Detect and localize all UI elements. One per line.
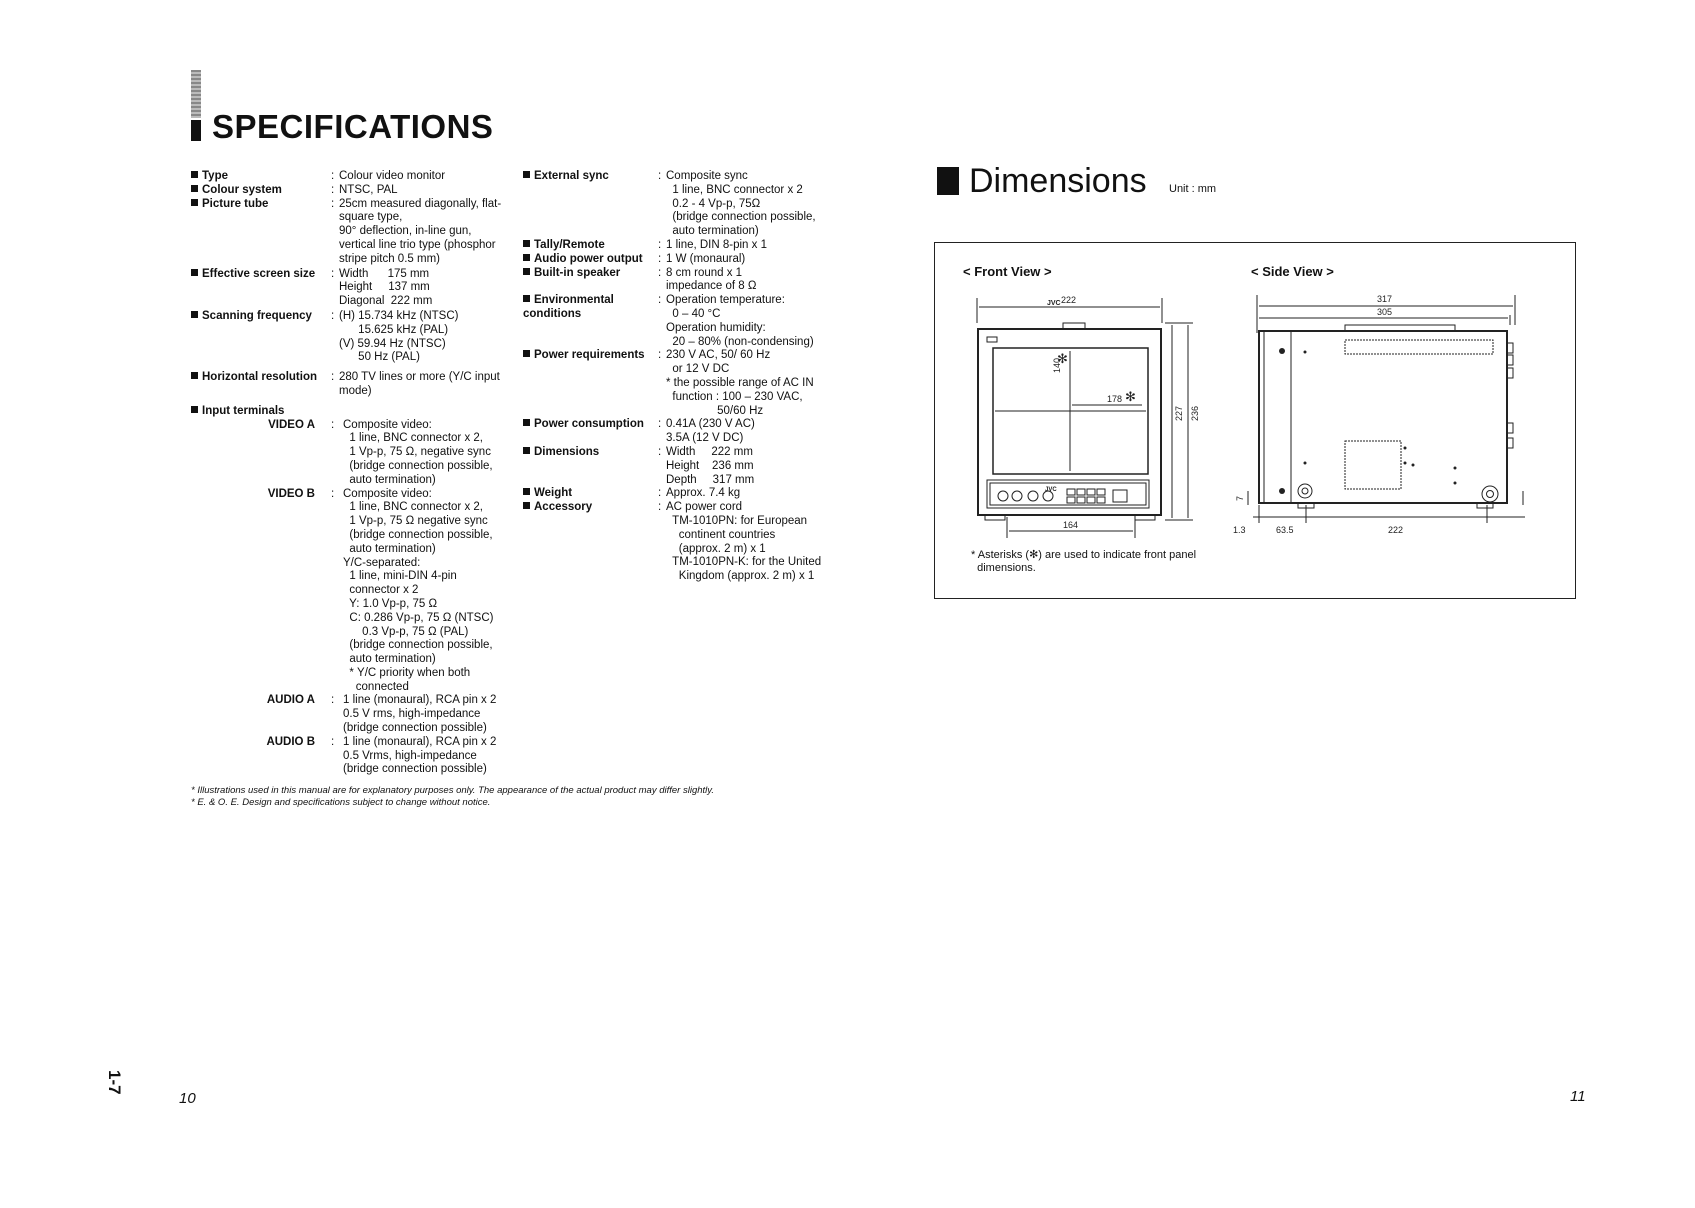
spec-list-right: [523, 170, 843, 584]
spec-row: [191, 198, 521, 267]
input-terminal-label: AUDIO B: [266, 735, 315, 748]
spec-colon: :: [331, 418, 335, 431]
bullet-square-icon: [523, 350, 530, 357]
spec-label: [523, 267, 658, 295]
footnote: * Illustrations used in this manual are for explanatory purposes only. The appearance of the actual product may differ slightly.: [191, 785, 714, 796]
spec-row: [191, 310, 521, 365]
spec-label-text: Dimensions: [534, 445, 600, 458]
bullet-square-icon: [523, 488, 530, 495]
input-terminal-label: AUDIO A: [266, 694, 315, 707]
dimension-drawings: [935, 243, 1575, 598]
dim-label: 140: [1052, 357, 1062, 373]
spec-label-text: Horizontal resolution: [202, 371, 317, 384]
spec-row: [523, 239, 843, 253]
spec-row: [523, 253, 843, 267]
bullet-square-icon: [191, 406, 198, 413]
bullet-square-icon: [191, 311, 198, 318]
spec-label: [191, 184, 331, 198]
spec-colon: :: [331, 183, 335, 196]
spec-label-text: Audio power output: [534, 252, 643, 265]
dim-label: 63.5: [1276, 525, 1294, 535]
spec-row: [523, 501, 843, 584]
input-terminals-list: [191, 419, 521, 778]
dim-label: 222: [1061, 295, 1077, 305]
spec-colon: :: [658, 487, 662, 500]
spec-row: [191, 170, 521, 184]
spec-row: [523, 267, 843, 295]
spec-list-left: [191, 170, 521, 777]
bullet-square-icon: [523, 447, 530, 454]
bullet-square-icon: [523, 240, 530, 247]
spec-label-text: External sync: [534, 170, 609, 182]
spec-label: [191, 371, 331, 399]
input-terminal-value: 1 line (monaural), RCA pin x 2 0.5 Vrms, high-impedance (bridge connection possible): [343, 735, 497, 776]
input-terminal-row: [191, 488, 521, 695]
dim-label: 7: [1235, 495, 1245, 501]
bullet-square-icon: [523, 254, 530, 261]
spec-row: [523, 446, 843, 487]
input-terminal-value: Composite video: 1 line, BNC connector x 2, 1 Vp-p, 75 Ω negative sync (bridge connection possible, auto termination) Y/C-separated: 1 line, mini-DIN 4-pin connector x 2 Y: 1.0 Vp-p, 75 Ω C: 0.286 Vp-p, 75 Ω (NTSC) 0.3 Vp-p, 75 Ω (PAL) (bridge connection possible, auto termination) * Y/C priority when both connected: [343, 487, 494, 693]
spec-colon: :: [658, 349, 662, 362]
bullet-square-icon: [191, 372, 198, 379]
spec-value: 280 TV lines or more (Y/C input mode): [339, 371, 500, 397]
spec-colon: :: [658, 170, 662, 182]
spec-label-text: Power requirements: [534, 349, 645, 362]
dim-label: 1.3: [1233, 525, 1246, 535]
spec-colon: :: [331, 267, 335, 280]
spec-row: [523, 349, 843, 418]
bullet-square-icon: [523, 268, 530, 275]
spec-label: [523, 253, 658, 267]
spec-row: [523, 418, 843, 446]
spec-colon: :: [331, 371, 335, 384]
spec-row: [523, 294, 843, 349]
spec-value: 1 W (monaural): [666, 252, 746, 265]
side-vent-top: [1345, 340, 1493, 354]
page-title: SPECIFICATIONS: [212, 108, 494, 145]
spec-colon: :: [331, 735, 335, 748]
spec-value: NTSC, PAL: [339, 183, 398, 196]
spec-row: [191, 268, 521, 309]
spec-row: [523, 170, 843, 239]
asterisk-note: * Asterisks (✻) are used to indicate front panel dimensions.: [971, 549, 1197, 574]
spec-colon: :: [331, 197, 335, 210]
spec-label: [191, 405, 331, 419]
spec-row: [191, 405, 521, 419]
dim-label: 305: [1377, 307, 1393, 317]
spec-row: [191, 184, 521, 198]
spec-label: [191, 198, 331, 267]
bullet-square-icon: [191, 185, 198, 192]
side-tab-label: 1-7: [105, 1070, 124, 1095]
spec-colon: :: [331, 170, 335, 182]
spec-label: [523, 446, 658, 487]
front-brand: JVC: [1047, 300, 1061, 307]
spec-value: Colour video monitor: [339, 170, 446, 182]
dim-label: 164: [1063, 520, 1079, 530]
input-terminal-label: VIDEO B: [267, 487, 315, 500]
front-brand-logo: JVC: [1045, 487, 1057, 493]
spec-label-text: Weight: [534, 487, 573, 500]
spec-row: [191, 371, 521, 399]
front-asterisk: ✻: [1057, 351, 1068, 366]
spec-label-text: Type: [202, 170, 228, 182]
dim-label: 178: [1107, 394, 1123, 404]
side-monitor-body: [1259, 331, 1507, 503]
dim-label: 236: [1190, 405, 1200, 421]
spec-value: Approx. 7.4 kg: [666, 487, 741, 500]
spec-label-text: Effective screen size: [202, 267, 316, 280]
spec-label-text: Input terminals: [202, 404, 285, 417]
spec-colon: :: [331, 309, 335, 322]
bullet-square-icon: [523, 502, 530, 509]
footnotes: [191, 785, 714, 809]
input-terminal-row: [191, 736, 521, 777]
spec-value: AC power cord TM-1010PN: for European continent countries (approx. 2 m) x 1 TM-1010PN-K: for the United Kingdom (approx. 2 m) x 1: [666, 501, 822, 583]
spec-colon: :: [658, 252, 662, 265]
spec-value: (H) 15.734 kHz (NTSC) 15.625 kHz (PAL) (V) 59.94 Hz (NTSC) 50 Hz (PAL): [339, 309, 459, 364]
input-terminal-value: Composite video: 1 line, BNC connector x 2, 1 Vp-p, 75 Ω, negative sync (bridge connection possible, auto termination): [343, 418, 493, 486]
spec-label: [523, 349, 658, 418]
spec-colon: :: [331, 694, 335, 707]
bullet-square-icon: [191, 171, 198, 178]
spec-colon: :: [658, 501, 662, 514]
input-terminal-value: 1 line (monaural), RCA pin x 2 0.5 V rms, high-impedance (bridge connection possible): [343, 694, 497, 735]
spec-value: 230 V AC, 50/ 60 Hz or 12 V DC * the possible range of AC IN function : 100 – 230 VAC, 50/60 Hz: [666, 349, 814, 417]
side-view-label: < Side View >: [1251, 264, 1334, 279]
front-control-panel: [987, 480, 1149, 508]
dimensions-square-marker: [937, 167, 959, 195]
spec-label-text: Colour system: [202, 183, 282, 196]
spec-colon: :: [331, 487, 335, 500]
spec-label: [191, 170, 331, 184]
spec-value: 0.41A (230 V AC) 3.5A (12 V DC): [666, 418, 755, 445]
spec-colon: :: [658, 238, 662, 251]
bullet-square-icon: [191, 199, 198, 206]
spec-colon: :: [658, 266, 662, 279]
front-asterisk: ✻: [1125, 389, 1136, 404]
spec-label: [191, 268, 331, 309]
bullet-square-icon: [523, 419, 530, 426]
spec-label: [523, 294, 658, 349]
dim-label: 317: [1377, 294, 1393, 304]
spec-value: Width 175 mm Height 137 mm Diagonal 222 mm: [339, 267, 433, 308]
spec-label: [523, 501, 658, 584]
dimensions-drawing-box: [934, 242, 1576, 599]
spec-value: Composite sync 1 line, BNC connector x 2 0.2 - 4 Vp-p, 75Ω (bridge connection possible, auto termination): [666, 170, 816, 238]
bullet-square-icon: [523, 171, 530, 178]
spec-row: [523, 487, 843, 501]
bullet-square-icon: [523, 295, 530, 302]
spec-label-text: Picture tube: [202, 197, 269, 210]
spec-value: 25cm measured diagonally, flat- square type, 90° deflection, in-line gun, vertical line trio type (phosphor stripe pitch 0.5 mm): [339, 197, 502, 265]
title-bar-decoration: [191, 70, 201, 118]
spec-colon: :: [658, 418, 662, 431]
input-terminal-label: VIDEO A: [268, 418, 315, 431]
spec-label-text: Scanning frequency: [202, 309, 312, 322]
dimensions-unit: Unit : mm: [1169, 183, 1217, 195]
spec-label-text: Power consumption: [534, 418, 644, 431]
spec-label: [523, 418, 658, 446]
dim-label: 222: [1388, 525, 1404, 535]
spec-label: [191, 310, 331, 365]
spec-value: Operation temperature: 0 – 40 °C Operation humidity: 20 – 80% (non-condensing): [666, 294, 814, 348]
input-terminal-row: [191, 419, 521, 488]
page-number-right: 11: [1570, 1088, 1586, 1105]
bullet-square-icon: [191, 269, 198, 276]
title-square-marker: [191, 120, 201, 141]
spec-label: [523, 239, 658, 253]
footnote: * E. & O. E. Design and specifications subject to change without notice.: [191, 797, 491, 808]
spec-label: [523, 170, 658, 239]
side-speaker-grille: [1345, 441, 1401, 489]
spec-label-text: Environmental conditions: [523, 294, 614, 320]
dimensions-title: Dimensions: [969, 162, 1147, 200]
input-terminal-row: [191, 694, 521, 735]
page-number-left: 10: [179, 1090, 196, 1107]
front-view-label: < Front View >: [963, 264, 1052, 279]
spec-colon: :: [658, 445, 662, 458]
spec-value: 1 line, DIN 8-pin x 1: [666, 238, 767, 251]
spec-label: [523, 487, 658, 501]
spec-label-text: Built-in speaker: [534, 266, 621, 279]
spec-value: Width 222 mm Height 236 mm Depth 317 mm: [666, 445, 755, 486]
spec-label-text: Tally/Remote: [534, 238, 605, 251]
spec-value: 8 cm round x 1 impedance of 8 Ω: [666, 266, 757, 293]
spec-colon: :: [658, 294, 662, 307]
spec-label-text: Accessory: [534, 501, 593, 514]
dim-label: 227: [1174, 405, 1184, 421]
